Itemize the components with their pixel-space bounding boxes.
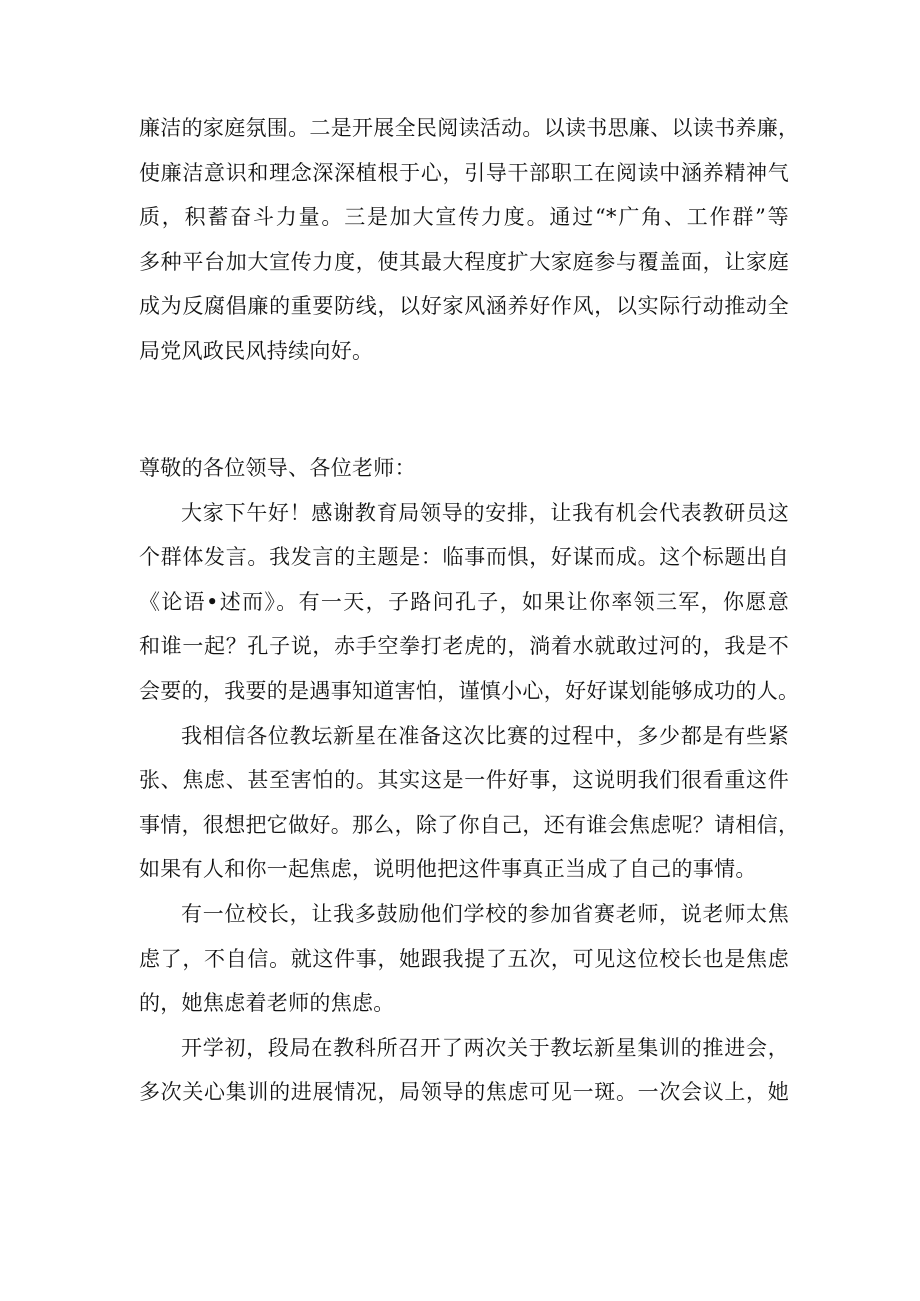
text-line: 虑了，不自信。就这件事，她跟我提了五次，可见这位校长也是焦虑 bbox=[139, 946, 789, 971]
text-line: 如果有人和你一起焦虑，说明他把这件事真正当成了自己的事情。 bbox=[139, 857, 757, 882]
text-line: 张、焦虑、甚至害怕的。其实这是一件好事，这说明我们很看重这件 bbox=[139, 768, 789, 793]
paragraph-opening bbox=[139, 491, 800, 714]
text-line: 大家下午好！感谢教育局领导的安排，让我有机会代表教研员这 bbox=[181, 500, 789, 525]
text-line: 事情，很想把它做好。那么，除了你自己，还有谁会焦虑呢？请相信， bbox=[139, 812, 800, 837]
text-line: 会要的，我要的是遇事知道害怕，谨慎小心，好好谋划能够成功的人。 bbox=[139, 678, 800, 703]
paragraph-principal bbox=[139, 892, 789, 1026]
continuation-paragraph bbox=[139, 106, 800, 374]
paragraph-semester-start bbox=[139, 1026, 789, 1115]
text-line: 局党风政民风持续向好。 bbox=[139, 338, 374, 363]
text-line: 开学初，段局在教科所召开了两次关于教坛新星集训的推进会， bbox=[181, 1035, 789, 1060]
text-line: 的，她焦虑着老师的焦虑。 bbox=[139, 991, 395, 1016]
text-line: 廉洁的家庭氛围。二是开展全民阅读活动。以读书思廉、以读书养廉， bbox=[139, 116, 800, 140]
text-line: 《论语•述而》。有一天，子路问孔子，如果让你率领三军，你愿意 bbox=[139, 589, 789, 614]
text-line: 和谁一起？孔子说，赤手空拳打老虎的，淌着水就敢过河的，我是不 bbox=[139, 634, 789, 659]
text-line: 有一位校长，让我多鼓励他们学校的参加省赛老师，说老师太焦 bbox=[181, 901, 789, 926]
text-line: 多次关心集训的进展情况，局领导的焦虑可见一斑。一次会议上，她 bbox=[139, 1080, 789, 1105]
text-line: 使廉洁意识和理念深深植根于心，引导干部职工在阅读中涵养精神气 bbox=[139, 160, 789, 185]
salutation: 尊敬的各位领导、各位老师： bbox=[139, 456, 416, 480]
text-line: 质，积蓄奋斗力量。三是加大宣传力度。通过“*广角、工作群”等 bbox=[139, 205, 789, 230]
paragraph-anxiety bbox=[139, 714, 800, 892]
speech-body bbox=[139, 446, 800, 1115]
text-line: 多种平台加大宣传力度，使其最大程度扩大家庭参与覆盖面，让家庭 bbox=[139, 249, 789, 274]
text-line: 个群体发言。我发言的主题是：临事而惧，好谋而成。这个标题出自 bbox=[139, 545, 789, 570]
text-line: 成为反腐倡廉的重要防线，以好家风涵养好作风，以实际行动推动全 bbox=[139, 294, 789, 319]
text-line: 我相信各位教坛新星在准备这次比赛的过程中，多少都是有些紧 bbox=[181, 723, 789, 748]
